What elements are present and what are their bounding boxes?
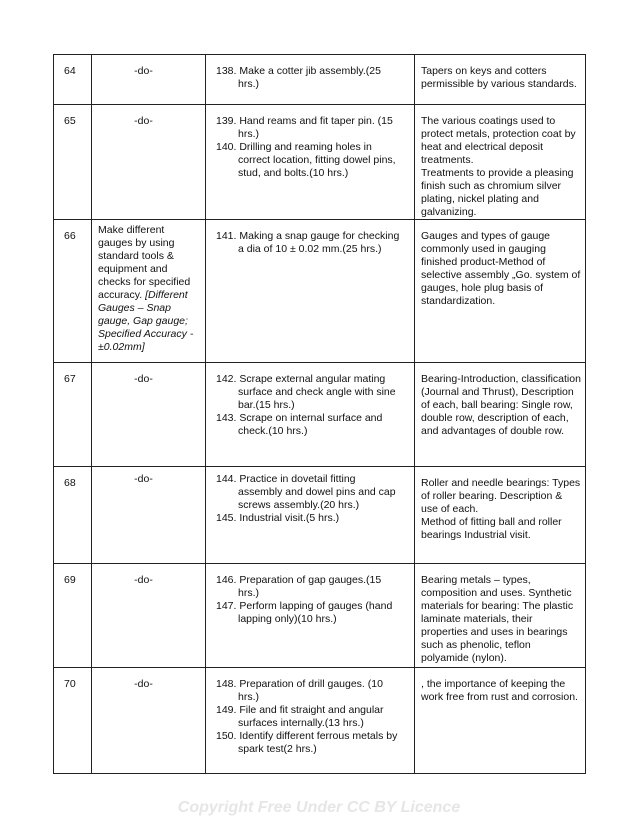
theory-cell bbox=[415, 564, 586, 668]
theory-text: Bearing-Introduction, classification (Journal and Thrust), Description of each, ball bearing: Single row, double row, description of each, and advantages of double row. bbox=[421, 373, 581, 437]
exercise-cell bbox=[206, 363, 415, 467]
theory-text: , the importance of keeping the work free from rust and corrosion. bbox=[421, 678, 578, 703]
skill-cell bbox=[92, 363, 206, 467]
theory-text: Method of fitting ball and roller bearings Industrial visit. bbox=[421, 516, 562, 541]
exercise-item: 142. Scrape external angular mating surface and check angle with sine bar.(15 hrs.) bbox=[216, 373, 396, 411]
theory-text: Tapers on keys and cotters permissible by various standards. bbox=[421, 65, 577, 90]
theory-text: Treatments to provide a pleasing finish such as chromium silver plating, nickel plating and galvanizing. bbox=[421, 167, 574, 218]
exercise-item: 145. Industrial visit.(5 hrs.) bbox=[216, 512, 340, 524]
exercise-item: 147. Perform lapping of gauges (hand lapping only)(10 hrs.) bbox=[216, 600, 393, 625]
table-row bbox=[54, 55, 586, 105]
skill-cell bbox=[92, 564, 206, 668]
skill-note: [Different Gauges – Snap gauge, Gap gauge; Specified Accuracy - ±0.02mm] bbox=[98, 289, 194, 353]
skill-ditto: -do- bbox=[134, 115, 153, 127]
theory-text: Gauges and types of gauge commonly used in gauging finished product-Method of selective assembly „Go. system of gauges, hole plug basis of standardization. bbox=[421, 230, 581, 307]
exercise-item: 144. Practice in dovetail fitting assembly and dowel pins and cap screws assembly.(20 hrs.) bbox=[216, 473, 396, 511]
theory-text: Bearing metals – types, composition and uses. Synthetic materials for bearing: The plastic laminate materials, their properties and uses in bearings such as phenolic, teflon polyamide (nylon). bbox=[421, 574, 574, 664]
skill-ditto: -do- bbox=[134, 574, 153, 586]
table-row bbox=[54, 363, 586, 467]
exercise-item: 150. Identify different ferrous metals by spark test(2 hrs.) bbox=[216, 730, 398, 755]
copyright-watermark: Copyright Free Under CC BY Licence bbox=[177, 799, 461, 816]
skill-cell bbox=[92, 55, 206, 105]
table-row bbox=[54, 220, 586, 363]
table-row bbox=[54, 668, 586, 774]
table-row bbox=[54, 467, 586, 564]
skill-cell bbox=[92, 668, 206, 774]
row-number: 70 bbox=[54, 668, 92, 774]
row-number: 65 bbox=[54, 105, 92, 220]
table-row bbox=[54, 105, 586, 220]
skill-ditto: -do- bbox=[134, 65, 153, 77]
theory-cell bbox=[415, 55, 586, 105]
exercise-item: 146. Preparation of gap gauges.(15 hrs.) bbox=[216, 574, 382, 599]
exercise-item: 140. Drilling and reaming holes in correct location, fitting dowel pins, stud, and bolts.(10 hrs.) bbox=[216, 141, 396, 179]
skill-cell bbox=[92, 105, 206, 220]
exercise-cell bbox=[206, 105, 415, 220]
exercise-cell bbox=[206, 668, 415, 774]
theory-cell bbox=[415, 668, 586, 774]
theory-text: Roller and needle bearings: Types of roller bearing. Description & use of each. bbox=[421, 477, 581, 515]
row-number: 66 bbox=[54, 220, 92, 363]
row-number: 64 bbox=[54, 55, 92, 105]
theory-cell bbox=[415, 220, 586, 363]
skill-ditto: -do- bbox=[134, 473, 153, 485]
row-number: 68 bbox=[54, 467, 92, 564]
exercise-item: 143. Scrape on internal surface and check.(10 hrs.) bbox=[216, 412, 383, 437]
exercise-item: 139. Hand reams and fit taper pin. (15 hrs.) bbox=[216, 115, 393, 140]
exercise-cell bbox=[206, 55, 415, 105]
row-number: 69 bbox=[54, 564, 92, 668]
skill-cell bbox=[92, 220, 206, 363]
skill-ditto: -do- bbox=[134, 678, 153, 690]
theory-cell bbox=[415, 467, 586, 564]
exercise-item: 149. File and fit straight and angular surfaces internally.(13 hrs.) bbox=[216, 704, 384, 729]
table-row bbox=[54, 564, 586, 668]
skill-ditto: -do- bbox=[134, 373, 153, 385]
exercise-item: 141. Making a snap gauge for checking a dia of 10 ± 0.02 mm.(25 hrs.) bbox=[216, 230, 400, 255]
theory-cell bbox=[415, 363, 586, 467]
exercise-cell bbox=[206, 467, 415, 564]
exercise-cell bbox=[206, 220, 415, 363]
exercise-item: 148. Preparation of drill gauges. (10 hrs.) bbox=[216, 678, 383, 703]
row-number: 67 bbox=[54, 363, 92, 467]
syllabus-table bbox=[53, 54, 586, 774]
exercise-item: 138. Make a cotter jib assembly.(25 hrs.) bbox=[216, 65, 381, 90]
skill-text: Make different gauges by using standard tools & equipment and checks for specified accuracy. bbox=[98, 224, 191, 301]
theory-cell bbox=[415, 105, 586, 220]
theory-text: The various coatings used to protect metals, protection coat by heat and electrical deposit treatments. bbox=[421, 115, 576, 166]
exercise-cell bbox=[206, 564, 415, 668]
skill-cell bbox=[92, 467, 206, 564]
